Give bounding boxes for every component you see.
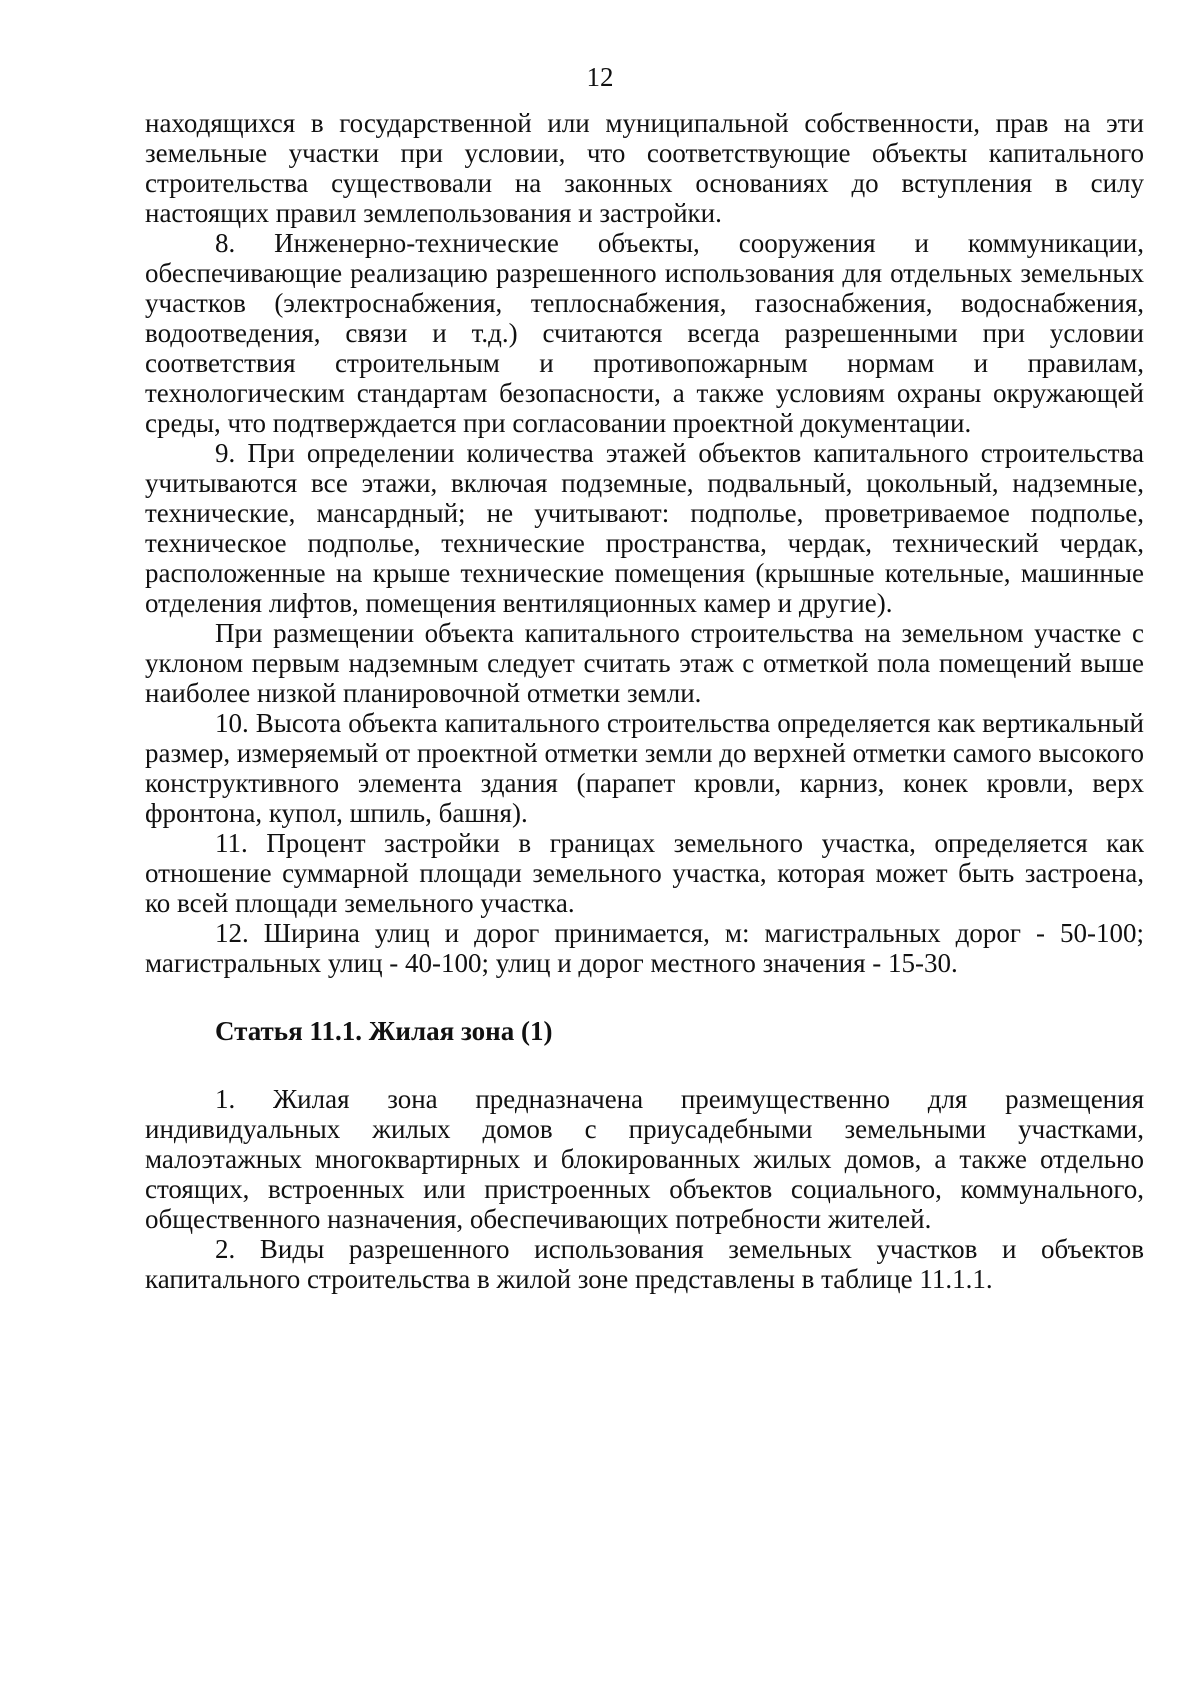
paragraph-item-10: 10. Высота объекта капитального строительства определяется как вертикальный размер, измеряемый от проектной отметки земли до верхней отметки самого высокого конструктивного элемента здания (парапет кровли, карниз, конек кровли, верх фронтона, купол, шпиль, башня). [145, 708, 1144, 828]
paragraph-item-11: 11. Процент застройки в границах земельного участка, определяется как отношение суммарной площади земельного участка, которая может быть застроена, ко всей площади земельного участка. [145, 828, 1144, 918]
document-body [145, 108, 1144, 1294]
paragraph-item-9: 9. При определении количества этажей объектов капитального строительства учитываются все этажи, включая подземные, подвальный, цокольный, надземные, технические, мансардный; не учитывают: подполье, проветриваемое подполье, техническое подполье, технические пространства, чердак, технический чердак, расположенные на крыше технические помещения (крышные котельные, машинные отделения лифтов, помещения вентиляционных камер и другие). [145, 438, 1144, 618]
paragraph-continuation: находящихся в государственной или муниципальной собственности, прав на эти земельные участки при условии, что соответствующие объекты капитального строительства существовали на законных основаниях до вступления в силу настоящих правил землепользования и застройки. [145, 108, 1144, 228]
paragraph-item-12: 12. Ширина улиц и дорог принимается, м: магистральных дорог - 50-100; магистральных улиц - 40-100; улиц и дорог местного значения - 15-30. [145, 918, 1144, 978]
article-heading: Статья 11.1. Жилая зона (1) [215, 1016, 553, 1046]
paragraph-slope-note: При размещении объекта капитального строительства на земельном участке с уклоном первым надземным следует считать этаж с отметкой пола помещений выше наиболее низкой планировочной отметки земли. [145, 618, 1144, 708]
paragraph-item-8: 8. Инженерно-технические объекты, сооружения и коммуникации, обеспечивающие реализацию разрешенного использования для отдельных земельных участков (электроснабжения, теплоснабжения, газоснабжения, водоснабжения, водоотведения, связи и т.д.) считаются всегда разрешенными при условии соответствия строительным и противопожарным нормам и правилам, технологическим стандартам безопасности, а также условиям охраны окружающей среды, что подтверждается при согласовании проектной документации. [145, 228, 1144, 438]
page-number: 12 [586, 62, 614, 92]
article-paragraph-1: 1. Жилая зона предназначена преимущественно для размещения индивидуальных жилых домов с приусадебными земельными участками, малоэтажных многоквартирных и блокированных жилых домов, а также отдельно стоящих, встроенных или пристроенных объектов социального, коммунального, общественного назначения, обеспечивающих потребности жителей. [145, 1084, 1144, 1234]
article-paragraph-2: 2. Виды разрешенного использования земельных участков и объектов капитального строительства в жилой зоне представлены в таблице 11.1.1. [145, 1234, 1144, 1294]
